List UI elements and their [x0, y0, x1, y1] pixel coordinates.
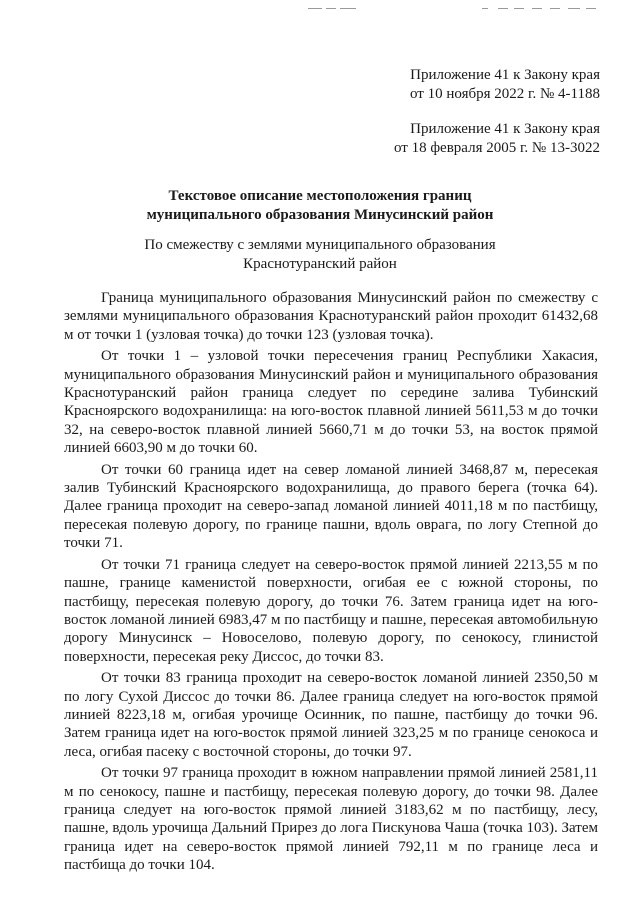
subtitle-line2: Краснотуранский район: [243, 256, 397, 272]
appendix-current-reference: [410, 66, 600, 104]
title-line2: муниципального образования Минусинский район: [146, 207, 494, 223]
document-body: [64, 289, 598, 878]
appendix-original-reference: [394, 120, 600, 158]
paragraph-2: От точки 1 – узловой точки пересечения границ Республики Хакасия, муниципального образования Минусинский район и муниципального образования Краснотуранский район граница следует по середине залива Тубинский Красноярского водохранилища: на юго-восток плавной линией 5611,53 м до точки 32, на северо-восток плавной линией 5660,71 м до точки 53, на восток прямой линией 6603,90 м до точки 60.: [64, 348, 598, 457]
appendix-original-line2: от 18 февраля 2005 г. № 13-3022: [393, 140, 600, 156]
paragraph-5: От точки 83 граница проходит на северо-восток ломаной линией 2350,50 м по логу Сухой Диссос до точки 86. Далее граница следует на юго-восток прямой линией 8223,18 м, огибая урочище Осинник, по пашне, пастбищу до точки 96. Затем граница идет на юго-восток прямой линией 323,25 м по границе сенокоса и леса, огибая пасеку с восточной стороны, до точки 97.: [64, 670, 598, 760]
appendix-original-line1: Приложение 41 к Закону края: [410, 121, 600, 137]
document-title: [0, 187, 640, 225]
appendix-current-line1: Приложение 41 к Закону края: [410, 67, 600, 83]
title-line1: Текстовое описание местоположения границ: [168, 188, 472, 204]
appendix-current-line2: от 10 ноября 2022 г. № 4-1188: [410, 86, 600, 102]
paragraph-3: От точки 60 граница идет на север ломаной линией 3468,87 м, пересекая залив Тубинский Красноярского водохранилища, до правого берега (точка 64). Далее граница проходит на северо-запад ломаной линией 4011,18 м по пастбищу, пересекая полевую дорогу, по границе пашни, вдоль оврага, по логу Степной до точки 71.: [64, 461, 598, 552]
scan-artifact-marks: [300, 8, 600, 12]
subtitle-line1: По смежеству с землями муниципального образования: [144, 237, 496, 253]
paragraph-4: От точки 71 граница следует на северо-восток прямой линией 2213,55 м по пашне, границе каменистой поверхности, огибая ее с южной стороны, по пастбищу, пересекая полевую дорогу, до точки 76. Затем граница идет на юго-восток ломаной линией 6983,47 м по пастбищу и пашне, пересекая автомобильную дорогу Минусинск – Новоселово, полевую дорогу, по сенокосу, глинистой поверхности, пересекая реку Диссос, до точки 83.: [64, 556, 598, 665]
paragraph-6: От точки 97 граница проходит в южном направлении прямой линией 2581,11 м по сенокосу, пашне и пастбищу, пересекая полевую дорогу, до точки 98. Далее граница следует на юго-восток прямой линией 3183,62 м по пастбищу, лесу, пашне, вдоль урочища Дальний Прирез до лога Пискунова Чаша (точка 103). Затем граница идет на северо-восток прямой линией 792,11 м по границе леса и пастбища до точки 104.: [64, 765, 599, 874]
section-heading: [0, 236, 640, 274]
paragraph-1: Граница муниципального образования Минусинский район по смежеству с землями муниципального образования Краснотуранский район проходит 61432,68 м от точки 1 (узловая точка) до точки 123 (узловая точка).: [64, 290, 598, 343]
